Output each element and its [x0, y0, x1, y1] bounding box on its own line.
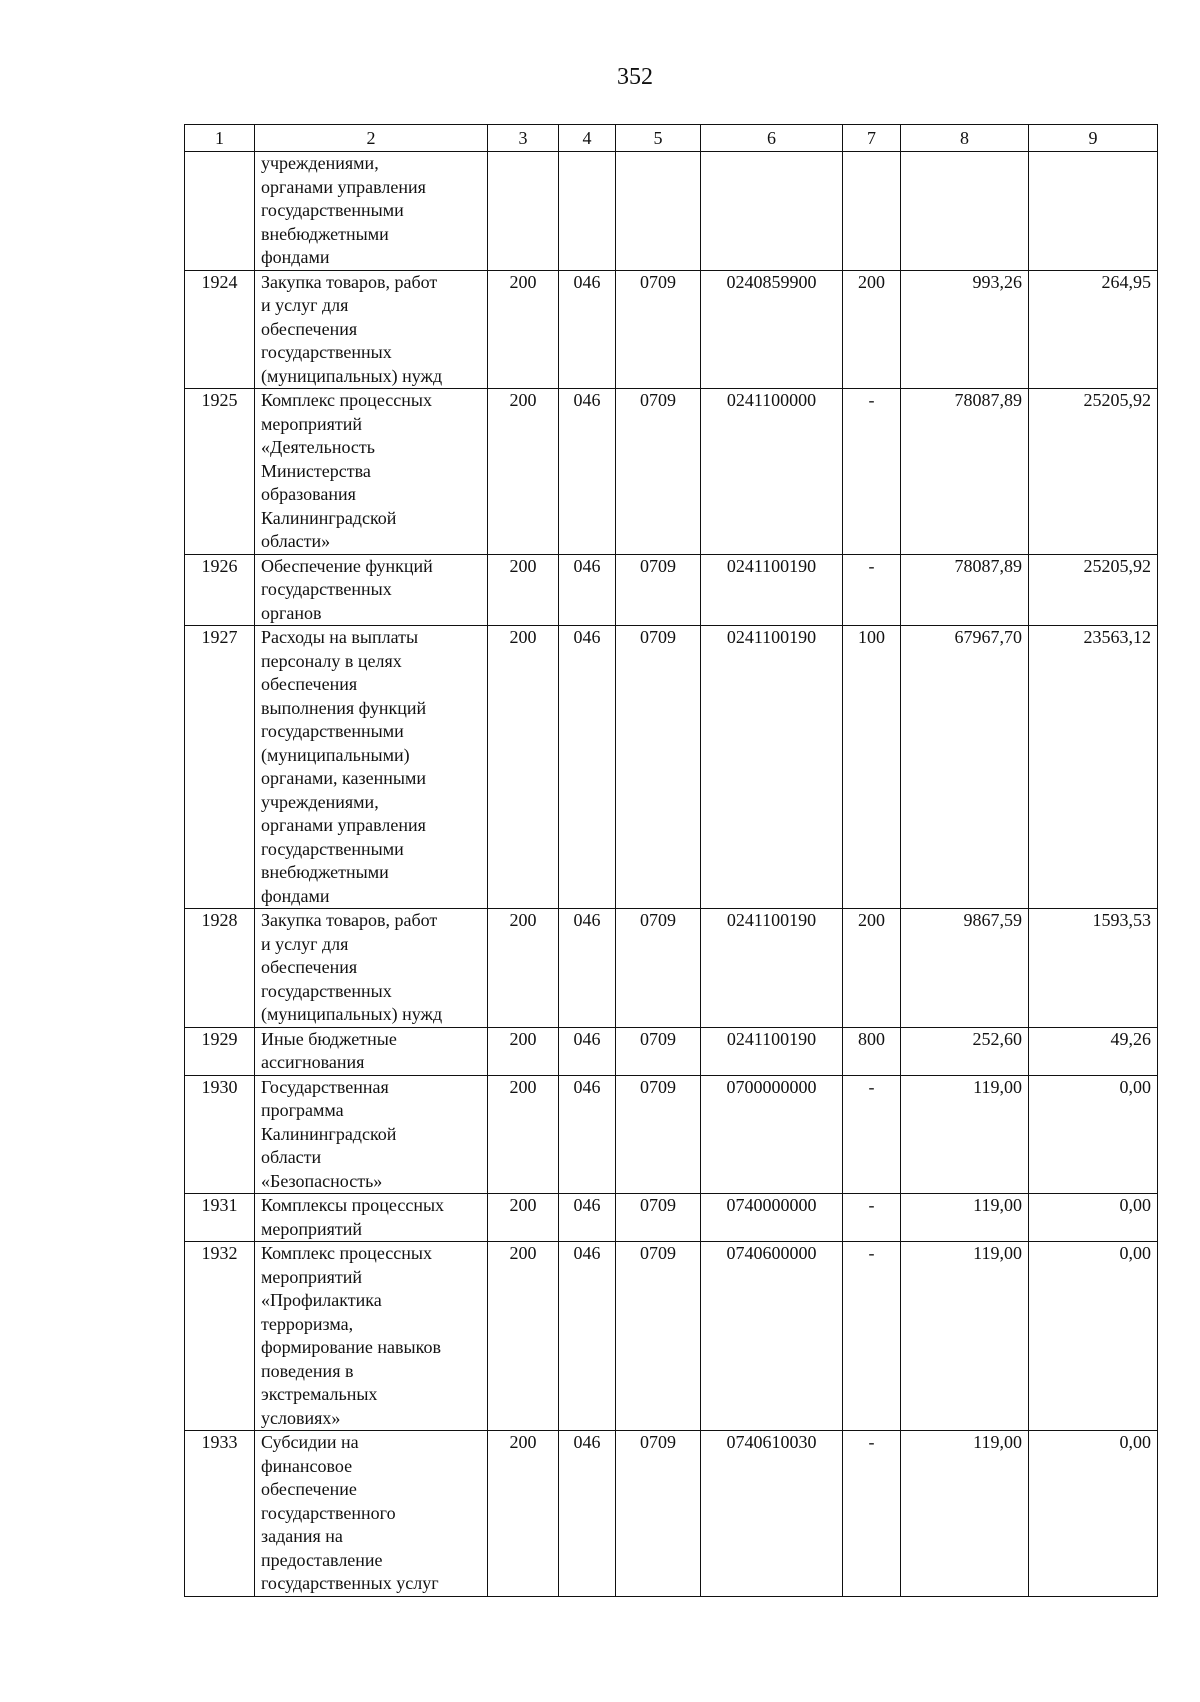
row-number: 1927: [185, 626, 255, 909]
table-row: [185, 1027, 1158, 1075]
description-line: фондами: [261, 885, 330, 906]
cell-c8: 9867,59: [901, 909, 1029, 1028]
row-description: [255, 1075, 488, 1194]
description-line: области: [261, 1147, 322, 1167]
cell-c9: 0,00: [1029, 1431, 1158, 1597]
budget-table: [184, 124, 1158, 1597]
cell-c3: 200: [488, 1242, 559, 1431]
description-line: государственными: [261, 200, 404, 220]
table-row: [185, 1431, 1158, 1597]
row-number: 1929: [185, 1027, 255, 1075]
cell-c9: 23563,12: [1029, 626, 1158, 909]
description-line: задания на: [261, 1526, 343, 1546]
cell-c3: 200: [488, 909, 559, 1028]
cell-c6: 0740610030: [701, 1431, 843, 1597]
description-line: обеспечения: [261, 957, 358, 977]
table-row: [185, 1075, 1158, 1194]
description-line: «Безопасность»: [261, 1170, 383, 1191]
description-line: экстремальных: [261, 1384, 378, 1404]
description-line: Субсидии на: [261, 1432, 359, 1452]
description-line: условиях»: [261, 1407, 341, 1428]
cell-c3: 200: [488, 1194, 559, 1242]
cell-c6: 0241100190: [701, 1027, 843, 1075]
cell-c4: [559, 152, 616, 271]
column-header: 8: [901, 125, 1029, 152]
cell-c6: 0241100000: [701, 389, 843, 555]
cell-c8: 119,00: [901, 1431, 1029, 1597]
page-number: 352: [617, 64, 653, 90]
column-header: 4: [559, 125, 616, 152]
cell-c3: 200: [488, 270, 559, 389]
column-header: 2: [255, 125, 488, 152]
description-line: и услуг для: [261, 295, 349, 315]
cell-c6: 0241100190: [701, 554, 843, 626]
cell-c7: 100: [843, 626, 901, 909]
row-description: [255, 389, 488, 555]
row-number: 1933: [185, 1431, 255, 1597]
table-row: [185, 389, 1158, 555]
description-line: органами управления: [261, 176, 426, 197]
row-number: 1930: [185, 1075, 255, 1194]
column-header: 3: [488, 125, 559, 152]
description-line: программа: [261, 1100, 344, 1120]
cell-c7: -: [843, 554, 901, 626]
cell-c3: 200: [488, 1431, 559, 1597]
cell-c5: 0709: [616, 389, 701, 555]
description-line: государственного: [261, 1502, 396, 1523]
row-description: [255, 270, 488, 389]
description-line: обеспечение: [261, 1479, 357, 1499]
row-description: [255, 1431, 488, 1597]
cell-c7: -: [843, 1194, 901, 1242]
cell-c5: 0709: [616, 1431, 701, 1597]
row-description: [255, 554, 488, 626]
description-line: мероприятий: [261, 1266, 363, 1287]
cell-c8: 67967,70: [901, 626, 1029, 909]
table-row: [185, 1242, 1158, 1431]
description-line: Расходы на выплаты: [261, 627, 419, 647]
description-line: выполнения функций: [261, 697, 427, 718]
cell-c5: 0709: [616, 909, 701, 1028]
cell-c4: 046: [559, 909, 616, 1028]
cell-c8: 119,00: [901, 1075, 1029, 1194]
description-line: (муниципальных) нужд: [261, 365, 443, 386]
cell-c4: 046: [559, 1242, 616, 1431]
description-line: учреждениями,: [261, 153, 379, 173]
cell-c3: 200: [488, 389, 559, 555]
description-line: терроризма,: [261, 1313, 354, 1334]
description-line: внебюджетными: [261, 223, 389, 244]
row-number: 1928: [185, 909, 255, 1028]
description-line: органов: [261, 602, 322, 623]
table-row: [185, 270, 1158, 389]
cell-c7: 200: [843, 270, 901, 389]
cell-c8: 78087,89: [901, 389, 1029, 555]
cell-c6: 0241100190: [701, 909, 843, 1028]
cell-c7: -: [843, 1431, 901, 1597]
row-number: 1924: [185, 270, 255, 389]
description-line: государственных: [261, 980, 392, 1001]
row-description: [255, 626, 488, 909]
description-line: Обеспечение функций: [261, 555, 433, 576]
cell-c8: 119,00: [901, 1242, 1029, 1431]
cell-c5: 0709: [616, 1242, 701, 1431]
description-line: Комплексы процессных: [261, 1195, 445, 1215]
description-line: предоставление: [261, 1549, 383, 1570]
cell-c3: 200: [488, 1027, 559, 1075]
description-line: государственных услуг: [261, 1573, 439, 1593]
cell-c9: 264,95: [1029, 270, 1158, 389]
table-row: [185, 626, 1158, 909]
row-description: [255, 152, 488, 271]
cell-c9: [1029, 152, 1158, 271]
row-description: [255, 1242, 488, 1431]
cell-c6: 0740600000: [701, 1242, 843, 1431]
cell-c6: 0740000000: [701, 1194, 843, 1242]
description-line: Закупка товаров, работ: [261, 910, 438, 930]
column-header: 9: [1029, 125, 1158, 152]
cell-c8: 119,00: [901, 1194, 1029, 1242]
description-line: обеспечения: [261, 318, 358, 339]
cell-c5: [616, 152, 701, 271]
description-line: мероприятий: [261, 1218, 363, 1239]
description-line: государственных: [261, 342, 392, 362]
cell-c4: 046: [559, 1194, 616, 1242]
description-line: и услуг для: [261, 933, 349, 954]
cell-c3: 200: [488, 1075, 559, 1194]
description-line: органами, казенными: [261, 768, 426, 788]
cell-c4: 046: [559, 554, 616, 626]
cell-c7: -: [843, 389, 901, 555]
cell-c4: 046: [559, 1027, 616, 1075]
row-number: [185, 152, 255, 271]
description-line: Министерства: [261, 460, 371, 481]
cell-c4: 046: [559, 389, 616, 555]
description-line: Государственная: [261, 1076, 389, 1097]
table-row: [185, 152, 1158, 271]
column-header: 5: [616, 125, 701, 152]
description-line: Иные бюджетные: [261, 1028, 397, 1049]
description-line: органами управления: [261, 815, 426, 835]
row-description: [255, 1194, 488, 1242]
cell-c9: 25205,92: [1029, 389, 1158, 555]
column-header: 1: [185, 125, 255, 152]
description-line: образования: [261, 484, 356, 504]
cell-c5: 0709: [616, 270, 701, 389]
description-line: государственными: [261, 838, 404, 859]
cell-c8: 993,26: [901, 270, 1029, 389]
description-line: ассигнования: [261, 1052, 365, 1072]
cell-c5: 0709: [616, 1194, 701, 1242]
description-line: обеспечения: [261, 674, 358, 694]
row-number: 1925: [185, 389, 255, 555]
description-line: Закупка товаров, работ: [261, 271, 438, 292]
cell-c9: 1593,53: [1029, 909, 1158, 1028]
description-line: формирование навыков: [261, 1337, 441, 1357]
description-line: (муниципальными): [261, 744, 410, 765]
description-line: персоналу в целях: [261, 650, 402, 671]
description-line: Калининградской: [261, 507, 397, 528]
cell-c9: 49,26: [1029, 1027, 1158, 1075]
cell-c3: 200: [488, 554, 559, 626]
row-description: [255, 909, 488, 1028]
cell-c9: 0,00: [1029, 1075, 1158, 1194]
cell-c6: 0700000000: [701, 1075, 843, 1194]
description-line: внебюджетными: [261, 862, 389, 882]
cell-c4: 046: [559, 1431, 616, 1597]
row-description: [255, 1027, 488, 1075]
cell-c4: 046: [559, 1075, 616, 1194]
cell-c5: 0709: [616, 1075, 701, 1194]
table-row: [185, 909, 1158, 1028]
table-body: [185, 152, 1158, 1597]
cell-c9: 0,00: [1029, 1194, 1158, 1242]
cell-c7: 200: [843, 909, 901, 1028]
description-line: фондами: [261, 247, 330, 267]
cell-c6: [701, 152, 843, 271]
description-line: «Профилактика: [261, 1290, 382, 1310]
cell-c3: [488, 152, 559, 271]
cell-c4: 046: [559, 270, 616, 389]
description-line: Калининградской: [261, 1123, 397, 1144]
description-line: Комплекс процессных: [261, 390, 432, 410]
cell-c5: 0709: [616, 554, 701, 626]
description-line: государственными: [261, 721, 404, 741]
column-header: 7: [843, 125, 901, 152]
cell-c6: 0240859900: [701, 270, 843, 389]
cell-c7: 800: [843, 1027, 901, 1075]
description-line: «Деятельность: [261, 437, 375, 457]
description-line: государственных: [261, 579, 392, 599]
description-line: мероприятий: [261, 413, 363, 434]
cell-c8: 78087,89: [901, 554, 1029, 626]
cell-c3: 200: [488, 626, 559, 909]
table-row: [185, 554, 1158, 626]
cell-c7: [843, 152, 901, 271]
cell-c9: 0,00: [1029, 1242, 1158, 1431]
table-row: [185, 1194, 1158, 1242]
cell-c4: 046: [559, 626, 616, 909]
cell-c5: 0709: [616, 1027, 701, 1075]
description-line: (муниципальных) нужд: [261, 1004, 443, 1024]
cell-c8: 252,60: [901, 1027, 1029, 1075]
row-number: 1926: [185, 554, 255, 626]
cell-c9: 25205,92: [1029, 554, 1158, 626]
cell-c7: -: [843, 1075, 901, 1194]
column-header: 6: [701, 125, 843, 152]
description-line: финансовое: [261, 1455, 353, 1476]
cell-c8: [901, 152, 1029, 271]
description-line: области»: [261, 531, 331, 551]
description-line: учреждениями,: [261, 791, 379, 812]
cell-c6: 0241100190: [701, 626, 843, 909]
row-number: 1932: [185, 1242, 255, 1431]
cell-c7: -: [843, 1242, 901, 1431]
description-line: поведения в: [261, 1360, 354, 1381]
cell-c5: 0709: [616, 626, 701, 909]
description-line: Комплекс процессных: [261, 1243, 432, 1263]
header-row: [185, 125, 1158, 152]
row-number: 1931: [185, 1194, 255, 1242]
